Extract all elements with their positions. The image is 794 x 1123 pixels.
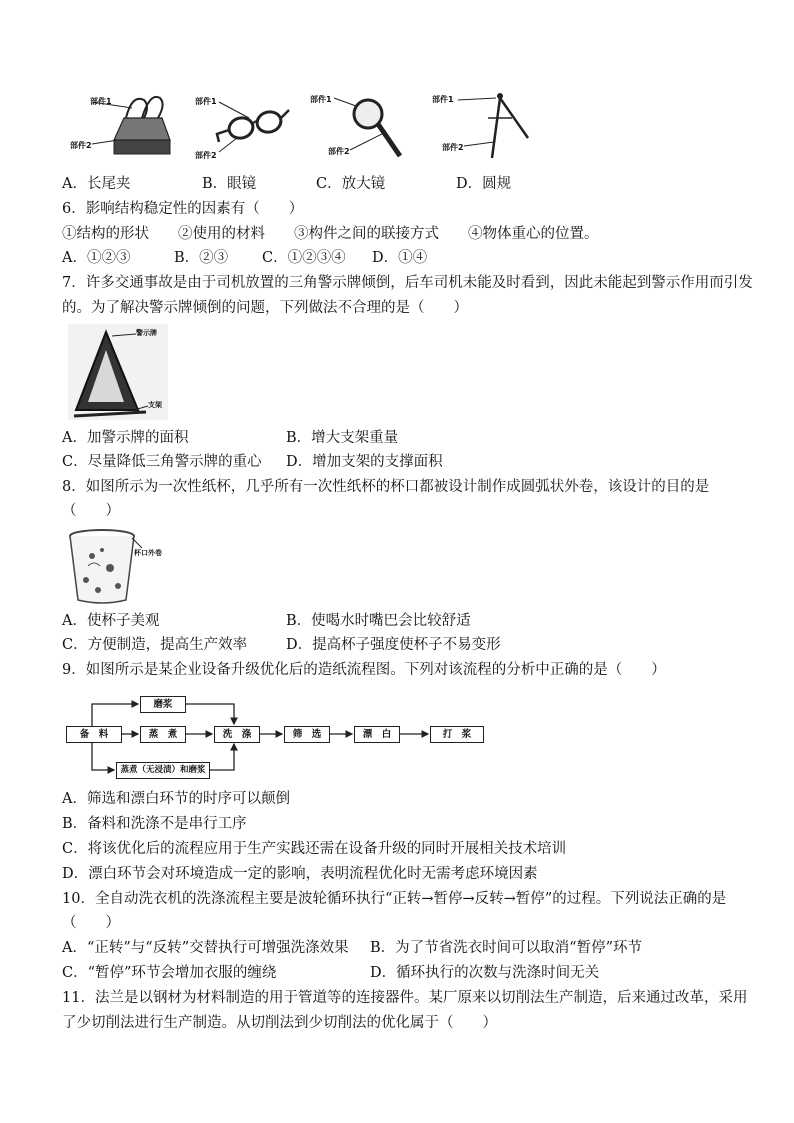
compass-part2-label: 部件2 [442,143,464,152]
q6-option-b: B．②③ [174,250,229,266]
warning-triangle-figure [68,324,168,420]
q7-stem-line1: 7．许多交通事故是由于司机放置的三角警示牌倾倒，后车司机未能及时看到，因此未能起到警示作用而引发 [62,275,753,291]
q9-option-c: C．将该优化后的流程应用于生产实践还需在设备升级的同时开展相关技术培训 [62,841,567,857]
q10-option-d: D．循环执行的次数与洗涤时间无关 [370,965,600,981]
flow-step-beating: 打 浆 [430,726,484,743]
compass-figure [430,88,540,168]
flow-step-screening: 筛 选 [284,726,330,743]
q7-option-b: B．增大支架重量 [286,430,399,446]
q10-option-b: B．为了节省洗衣时间可以取消“暂停”环节 [370,940,642,956]
q7-option-d: D．增加支架的支撑面积 [286,454,443,470]
flow-step-cooking: 蒸 煮 [140,726,186,743]
q8-option-c: C．方便制造，提高生产效率 [62,637,248,653]
glasses-part2-label: 部件2 [195,151,217,160]
binder-part1-label: 部件1 [90,97,112,106]
q9-option-b: B．备料和洗涤不是串行工序 [62,816,247,832]
q7-option-a: A．加警示牌的面积 [62,430,189,446]
q6-factors: ①结构的形状 ②使用的材料 ③构件之间的联接方式 ④物体重心的位置。 [62,226,599,242]
paper-cup-figure [62,526,172,606]
q6-option-c: C．①②③④ [262,250,346,266]
q8-option-b: B．使喝水时嘴巴会比较舒适 [286,613,471,629]
q6-option-a: A．①②③ [62,250,131,266]
q5-option-d: D．圆规 [456,176,512,192]
flow-step-bleaching: 漂 白 [354,726,400,743]
warning-sign-label: 警示牌 [136,329,157,337]
compass-part1-label: 部件1 [432,95,454,104]
q9-option-a: A．筛选和漂白环节的时序可以颠倒 [62,791,290,807]
glasses-figure [195,88,295,168]
magnifier-part2-label: 部件2 [328,147,350,156]
q10-stem-line1: 10．全自动洗衣机的洗涤流程主要是波轮循环执行“正转→暂停→反转→暂停”的过程。下列说法正确的是 [62,891,727,907]
q8-option-d: D．提高杯子强度使杯子不易变形 [286,637,501,653]
q9-option-d: D．漂白环节会对环境造成一定的影响，表明流程优化时无需考虑环境因素 [62,866,538,882]
q5-option-b: B．眼镜 [202,176,257,192]
paper-cup-icon [62,526,172,606]
flow-step-washing: 洗 涤 [214,726,260,743]
magnifier-part1-label: 部件1 [310,95,332,104]
magnifier-figure [310,88,410,168]
q11-stem-line2: 了少切削法进行生产制造。从切削法到少切削法的优化属于（ ） [62,1015,497,1031]
flow-step-material-prep: 备 料 [66,726,122,743]
binder-part2-label: 部件2 [70,141,92,150]
q7-stem-line2: 的。为了解决警示牌倾倒的问题，下列做法不合理的是（ ） [62,300,468,316]
q8-stem-line2: （ ） [62,503,120,519]
glasses-part1-label: 部件1 [195,97,217,106]
q7-option-c: C．尽量降低三角警示牌的重心 [62,454,262,470]
q5-option-c: C．放大镜 [316,176,386,192]
binder-clip-icon [62,88,172,168]
stand-label: 支架 [148,401,162,409]
flow-step-cooking-refining: 蒸煮（无浸渍）和磨浆 [116,762,210,779]
q6-option-d: D．①④ [372,250,428,266]
q10-option-c: C．“暂停”环节会增加衣服的缠绕 [62,965,277,981]
papermaking-flowchart [62,688,502,784]
q10-option-a: A．“正转”与“反转”交替执行可增强洗涤效果 [62,940,349,956]
flow-step-refining: 磨浆 [140,696,186,713]
q8-stem-line1: 8．如图所示为一次性纸杯，几乎所有一次性纸杯的杯口都被设计制作成圆弧状外卷，该设计的目的是 [62,479,710,495]
q11-stem-line1: 11．法兰是以钢材为材料制造的用于管道等的连接器件。某厂原来以切削法生产制造，后来通过改革，采用 [62,990,748,1006]
cup-rim-label: 杯口外卷 [134,549,162,557]
q6-stem: 6．影响结构稳定性的因素有（ ） [62,201,304,217]
q8-option-a: A．使杯子美观 [62,613,160,629]
q10-stem-line2: （ ） [62,915,120,931]
binder-clip-figure [62,88,172,168]
q5-option-a: A．长尾夹 [62,176,131,192]
q9-stem: 9．如图所示是某企业设备升级优化后的造纸流程图。下列对该流程的分析中正确的是（ ） [62,662,666,678]
